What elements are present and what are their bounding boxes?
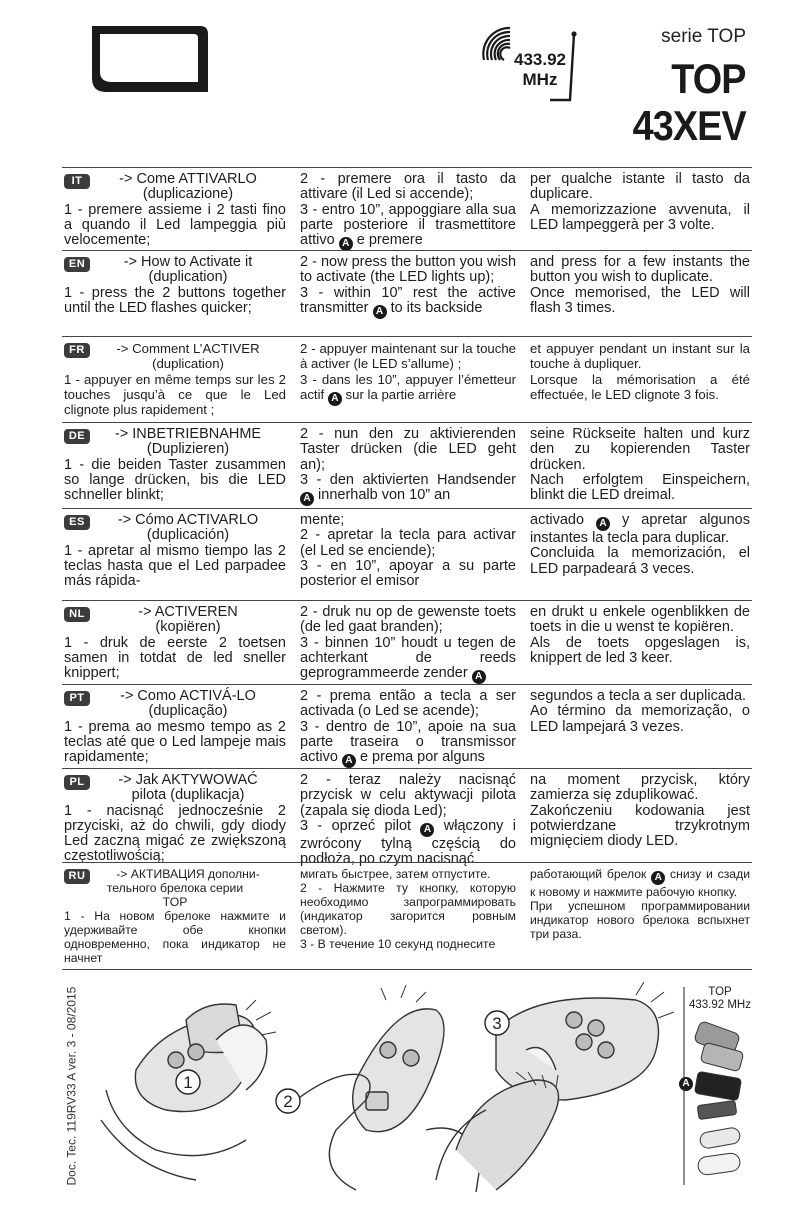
document-reference: Doc. Tec. 119RV33 A ver. 3 - 08/2015 [64, 986, 79, 1186]
section-subtitle: pilota (duplikacja) [131, 787, 245, 804]
section-subtitle: (duplicación) [146, 527, 230, 544]
transmitter-a-marker-icon: A [420, 823, 434, 837]
section-subtitle: (duplicação) [148, 703, 228, 720]
intro-column [62, 772, 292, 865]
steps-column: 2 - nun den zu aktivierenden Taster drücken (die LED geht an); 3 - den aktivierten Handsender A innerhalb von 10” an [300, 426, 516, 505]
result-column: activado A y apretar algunos instantes la tecla para duplicar. Concluida la memorización, el LED parpadeará 3 veces. [530, 512, 750, 577]
steps-column: 2 - premere ora il tasto da attivare (il Led si accende); 3 - entro 10”, appoggiare alla sua parte posteriore il trasmettitore attivo A e premere [300, 171, 516, 250]
duplication-steps-illustration [96, 980, 686, 1195]
section-title: FR -> Comment L’ACTIVER [64, 341, 286, 356]
result-column: na moment przycisk, który zamierza się zduplikować. Zakończeniu kodowania jest potwierdzane trzykrotnym mignięciem diody LED. [530, 772, 750, 850]
section-title: EN -> How to Activate it [64, 255, 286, 270]
section-subtitle: (Duplizieren) [146, 441, 230, 458]
intro-column [62, 255, 292, 336]
transmitter-a-marker-icon: A [596, 517, 610, 531]
remote-card-logo [84, 22, 212, 98]
language-row-it [62, 167, 752, 250]
section-title: NL -> ACTIVEREN [64, 605, 286, 620]
step-number-2: 2 [283, 1092, 293, 1111]
language-row-de [62, 422, 752, 508]
language-row-ru [62, 862, 752, 970]
compatible-remotes-illustration [680, 985, 752, 1195]
section-title: RU -> АКТИВАЦИЯ дополни- [64, 867, 286, 881]
frequency-unit: MHz [522, 70, 558, 89]
language-row-en [62, 250, 752, 336]
intro-column [62, 513, 292, 600]
transmitter-a-marker-icon: A [472, 670, 486, 684]
step-text: 1 - nacisnąć jednocześnie 2 przyciski, aż do chwili, gdy diody Led zaczną migać ze zwiększoną częstotliwością; [64, 802, 286, 865]
steps-column: 2 - now press the button you wish to activate (the LED lights up); 3 - within 10” rest the active transmitter A to its backside [300, 254, 517, 317]
language-badge: IT [64, 174, 90, 189]
language-badge: DE [64, 429, 90, 444]
step-text: 1 - appuyer en même temps sur les 2 touches jusqu’à ce que le Led clignote plus rapidement ; [64, 371, 286, 418]
intro-column [62, 172, 292, 250]
language-badge: PL [64, 775, 90, 790]
steps-column: мигать быстрее, затем отпустите. 2 - Нажмите ту кнопку, которую необходимо запрограммировать (индикатор загорится ровным светом). 3 - В течение 10 секунд поднесите [300, 867, 516, 951]
step-text: 1 - apretar al mismo tiempo las 2 teclas hasta que el Led parpadee más rápida- [64, 542, 286, 590]
model-name-line1: TOP [671, 55, 746, 102]
section-subtitle: (kopiëren) [155, 619, 221, 636]
language-row-fr [62, 336, 752, 422]
result-column: seine Rückseite halten und kurz den zu kopierenden Taster drücken. Nach erfolgtem Einspeichern, blinkt die LED dreimal. [530, 426, 750, 504]
step-text: 2 - premere ora il tasto da attivare (il Led si accende); 3 - entro 10”, appoggiare alla sua parte posteriore il trasmettitore attivo [300, 171, 516, 249]
language-row-es [62, 508, 752, 600]
frequency-label [505, 50, 575, 90]
transmitter-a-marker-icon: A [300, 492, 314, 506]
result-column: and press for a few instants the button you wish to duplicate. Once memorised, the LED will flash 3 times. [530, 254, 750, 316]
intro-column [62, 341, 292, 422]
step-number-3: 3 [492, 1014, 502, 1033]
section-subtitle: (duplicazione) [142, 186, 234, 203]
steps-column: 2 - druk nu op de gewenste toets (de led gaat branden); 3 - binnen 10” houdt u tegen de achterkant de reeds geprogrammeerde zender A [300, 604, 516, 683]
transmitter-a-marker-icon: A [339, 237, 353, 251]
transmitter-a-marker-icon: A [328, 392, 342, 406]
intro-column [62, 867, 292, 969]
section-title: PL -> Jak AKTYWOWAĆ [64, 773, 286, 788]
step-text: 1 - premere assieme i 2 tasti fino a quando il Led lampeggia più velocemente; [64, 201, 286, 249]
result-column: segundos a tecla a ser duplicada. Ao término da memorização, o LED lampejará 3 vezes. [530, 688, 750, 735]
intro-column [62, 689, 292, 768]
series-label: serie TOP [661, 26, 746, 47]
section-title: DE -> INBETRIEBNAHME [64, 427, 286, 442]
step-number-1: 1 [183, 1073, 193, 1092]
language-row-nl [62, 600, 752, 684]
section-title: PT -> Como ACTIVÁ-LO [64, 689, 286, 704]
steps-column: 2 - prema então a tecla a ser activada (o Led se acende); 3 - dentro de 10”, apoie na sua parte traseira o transmissor activo A e prema por alguns [300, 688, 516, 767]
steps-column: mente; 2 - apretar la tecla para activar (el Led se enciende); 3 - en 10”, apoyar a su parte posterior el emisor [300, 512, 516, 590]
step-text: 1 - die beiden Taster zusammen so lange drücken, bis die LED schneller blinkt; [64, 456, 286, 504]
result-column: per qualche istante il tasto da duplicare. A memorizzazione avvenuta, il LED lampeggerà per 3 volte. [530, 171, 750, 233]
step-text: 1 - prema ao mesmo tempo as 2 teclas até que o Led lampeje mais rapidamente; [64, 718, 286, 766]
language-badge: RU [64, 869, 90, 884]
instructions-table [62, 167, 752, 970]
transmitter-a-marker-icon: A [679, 1077, 693, 1091]
step-text: 1 - press the 2 buttons together until the LED flashes quicker; [64, 284, 286, 316]
intro-column [62, 605, 292, 684]
language-badge: PT [64, 691, 90, 706]
frequency-value: 433.92 [514, 50, 566, 69]
model-name-line2: 43XEV [632, 102, 746, 149]
steps-column: 2 - appuyer maintenant sur la touche à activer (le LED s’allume) ; 3 - dans les 10”, appuyer l’émetteur actif A sur la partie arrière [300, 341, 516, 404]
language-row-pl [62, 768, 752, 868]
language-badge: FR [64, 343, 90, 358]
transmitter-a-marker-icon: A [651, 871, 665, 885]
result-column: et appuyer pendant un instant sur la touche à dupliquer. Lorsque la mémorisation a été effectuée, le LED clignote 3 fois. [530, 341, 750, 402]
section-title: ES -> Cómo ACTIVARLO [64, 513, 286, 528]
transmitter-a-marker-icon: A [342, 754, 356, 768]
result-column: en drukt u enkele ogenblikken de toets in die u wenst te kopiëren. Als de toets opgeslagen is, knippert de led 3 keer. [530, 604, 750, 666]
result-column: работающий брелок A снизу и сзади к новому и нажмите рабочую кнопку. При успешном программировании индикатор нового брелока вспыхнет три раза. [530, 867, 751, 941]
step-text: 1 - druk de eerste 2 toetsen samen in totdat de led sneller knippert; [64, 634, 286, 682]
language-badge: NL [64, 607, 90, 622]
section-subtitle: (duplication) [152, 356, 224, 372]
language-badge: EN [64, 257, 90, 272]
intro-column [62, 427, 292, 508]
section-title: IT -> Come ATTIVARLO [64, 172, 286, 187]
compatible-remotes-title: TOP 433.92 MHz [688, 986, 751, 1011]
language-badge: ES [64, 515, 90, 530]
section-subtitle: (duplication) [148, 269, 228, 286]
language-row-pt [62, 684, 752, 768]
section-subtitle: тельного брелока серии TOP [106, 881, 244, 909]
step-text: 1 - На новом брелоке нажмите и удерживайте обе кнопки одновременно, пока индикатор не начнет [64, 909, 286, 965]
steps-column: 2 - teraz należy nacisnąć przycisk w celu aktywacji pilota (zapala się dioda Led); 3 - oprzeć pilot A włączony i zwrócony tylną częścią do podłoża, po czym nacisnąć [300, 772, 517, 868]
transmitter-a-marker-icon: A [373, 305, 387, 319]
